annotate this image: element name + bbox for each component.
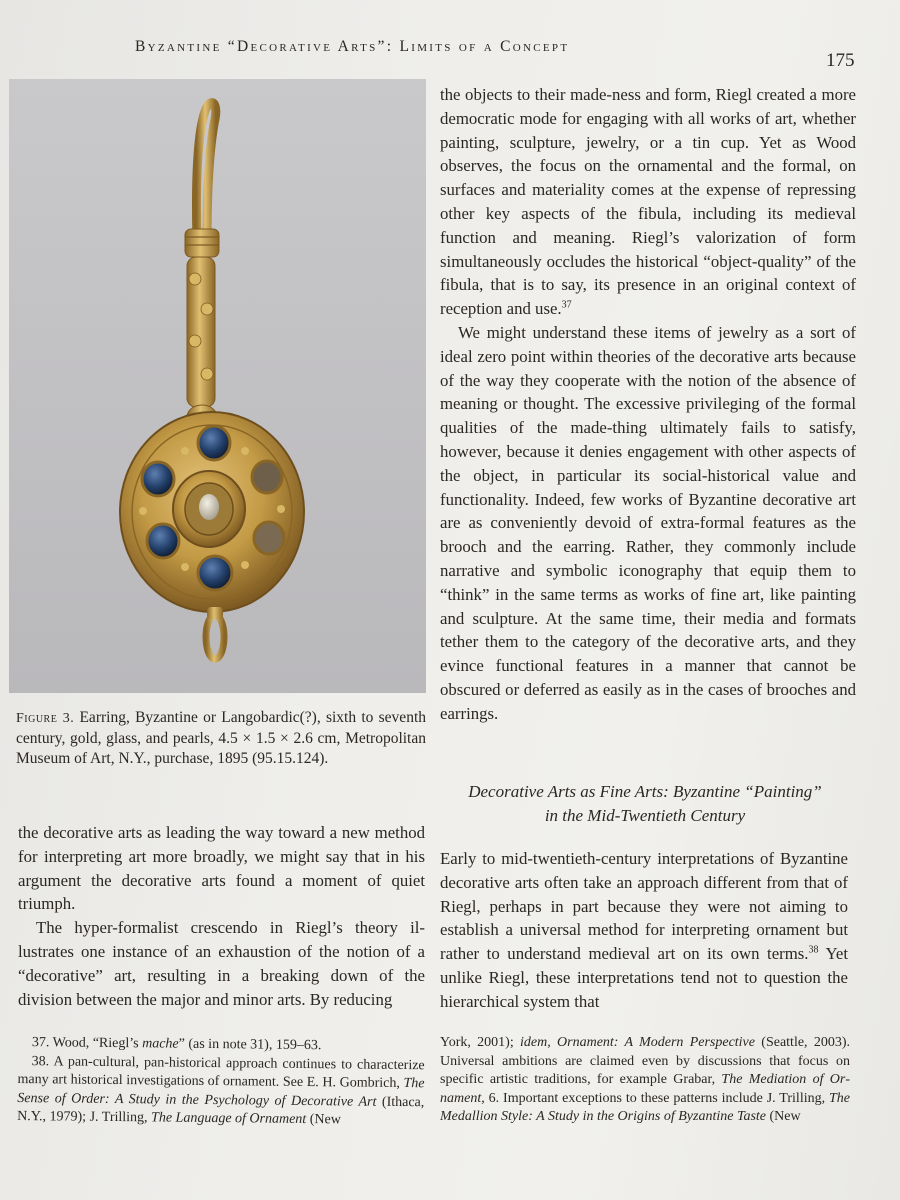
footnotes-left: [17, 1034, 425, 1131]
footnote-text: York, 2001);: [440, 1035, 521, 1050]
footnote-italic: mache: [142, 1036, 179, 1052]
paragraph: The hyper-formalist crescendo in Riegl’s theory illustrates one instance of an exhaustion of the notion of a “decorative” art, resulting in a breaking down of the division between the major and minor arts. By reducing: [18, 918, 425, 1009]
page-number: 175: [826, 50, 855, 71]
paragraph-continued: Yet unlike Riegl, these interpretations tend not to question the hierarchical system that: [440, 944, 849, 1011]
section-heading: [440, 780, 850, 828]
right-column-top: [440, 83, 856, 726]
footnote-text: 38. A pan-cultural, pan-historical approach continues to characterize many art historical investigations of ornament. See E. H. Gombrich,: [17, 1053, 425, 1092]
hook-wire: [197, 103, 216, 239]
paragraph: Early to mid-twentieth-century interpretations of Byzantine decorative arts often take an approach different from that of Riegl, perhaps in part because they were not aiming to establish a universal method for interpreting ornament but rather to understand medieval art on its own terms.: [440, 849, 848, 964]
right-column-bottom: [440, 847, 848, 1014]
footnote-text: ” (as in note 31), 159–63.: [178, 1036, 322, 1054]
footnote-italic: The Language of Ornament: [151, 1110, 307, 1128]
footnote-italic: The Sense of Order: A Study in the Psychology of Decorative Art: [17, 1076, 425, 1110]
earring-illustration: [9, 79, 426, 693]
footnote-text: (New: [766, 1109, 801, 1124]
footnote-text: , 6. Important exceptions to these patterns include J. Trilling,: [481, 1090, 829, 1106]
figure-caption: [16, 708, 426, 769]
figure-caption-text: Earring, Byzantine or Langobardic(?), sixth to seventh century, gold, glass, and pearls, 4.5 × 1.5 × 2.6 cm, Metropolitan Museum of Art, N.Y., purchase, 1895 (95.15.124).: [16, 709, 426, 767]
footnote-italic: The Mediation of Ornament: [440, 1072, 850, 1106]
section-heading-line: in the Mid-Twentieth Century: [544, 806, 746, 825]
footnote-38-continued: [440, 1034, 850, 1127]
paragraph: the objects to their made-ness and form, Riegl created a more democratic mode for engaging with all works of art, whether painting, sculpture, jewelry, or a tin cup. Yet as Wood observes, the focus on the ornamental and the formal, on surfaces and materiality comes at the expense of repressing other key aspects of the fibula, including its medieval function and meaning. Riegl’s valorization of form simultaneously occludes the historical “object-quality” of the fibula, that is to say, its presence in an original context of reception and use.: [440, 85, 856, 319]
running-head: Byzantine “Decorative Arts”: Limits of a Concept: [135, 38, 570, 55]
footnote-38: [17, 1052, 425, 1130]
paragraph: the decorative arts as leading the way toward a new method for interpreting art more broadly, we might say that in his argument the decorative arts found a moment of quiet triumph.: [18, 823, 425, 914]
footnote-text: 37. Wood, “Riegl’s: [31, 1035, 143, 1052]
footnote-italic: idem, Ornament: A Modern Perspective: [520, 1035, 755, 1050]
paragraph: We might understand these items of jewelry as a sort of ideal zero point within theories of the decorative arts because of the way they cooperate with the notion of the absence of meaning or thought. The excessive privileging of the formal qualities of the made-thing ultimately fails to satisfy, however, because it denies engagement with other aspects of the object, in particular its social-historical value and functionality. Indeed, few works of Byzantine decorative art are as conveniently devoid of extra-formal features as the brooch and the earring. Rather, they commonly include narrative and symbolic iconography that equip them to “think” in the same terms as works of fine art, like painting and sculpture. At the same time, their media and formats tether them to the category of the decorative arts, and they evince functional features in a manner that cannot be obscured or deferred as easily as in the cases of brooches and earrings.: [440, 322, 856, 723]
footnote-ref: 37: [561, 299, 572, 311]
section-heading-line: Decorative Arts as Fine Arts: Byzantine “Painting”: [468, 782, 822, 801]
footnote-ref: 38: [808, 944, 819, 956]
footnote-text: (Seattle, 2003). Universal ambitions are claimed even by discussions that focus on specific artistic traditions, for example Grabar,: [440, 1035, 850, 1087]
footnotes-right: [440, 1034, 850, 1127]
figure-earring-photo: [9, 79, 426, 693]
footnote-text: (New: [306, 1112, 341, 1128]
footnote-italic: The Medallion Style: A Study in the Origins of Byzantine Taste: [440, 1090, 850, 1124]
footnote-text: (Ithaca, N.Y., 1979); J. Trilling,: [17, 1094, 425, 1126]
figure-label: Figure 3.: [16, 711, 75, 726]
left-column-bottom: [18, 821, 425, 1011]
